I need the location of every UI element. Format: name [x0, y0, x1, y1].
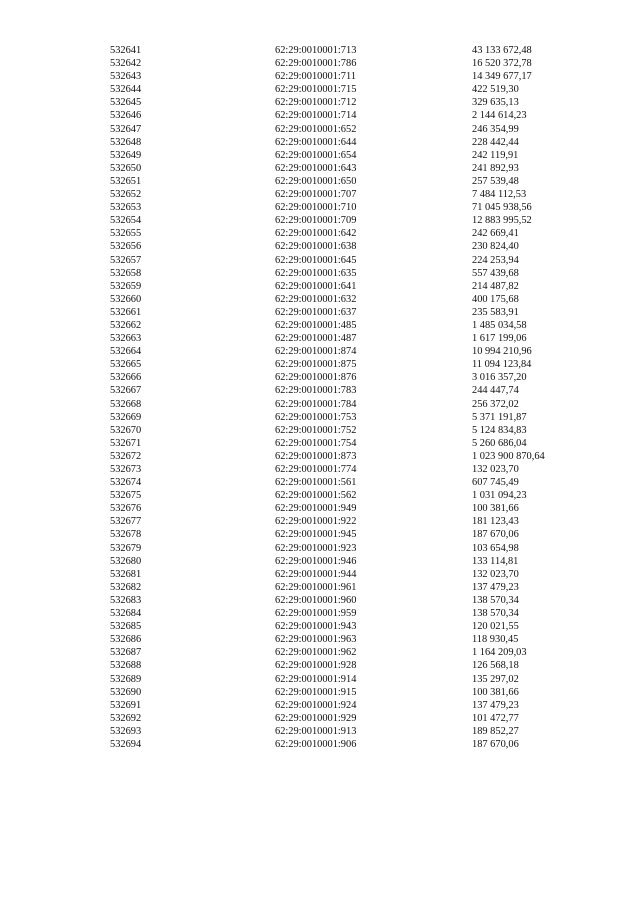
table-row — [110, 699, 610, 712]
table-row — [110, 280, 610, 293]
cadastral-value-cell: 12 883 995,52 — [472, 215, 532, 227]
cadastral-number-cell: 62:29:0010001:641 — [275, 280, 357, 292]
cadastral-value-cell: 241 892,93 — [472, 162, 519, 174]
row-number-cell: 532664 — [110, 346, 142, 358]
cadastral-number-cell: 62:29:0010001:642 — [275, 228, 357, 240]
row-number-cell: 532644 — [110, 84, 142, 96]
table-row — [110, 214, 610, 227]
cadastral-number-cell: 62:29:0010001:915 — [275, 686, 357, 698]
row-number-cell: 532654 — [110, 215, 142, 227]
table-row — [110, 201, 610, 214]
table-row — [110, 476, 610, 489]
row-number-cell: 532645 — [110, 97, 142, 109]
table-row — [110, 712, 610, 725]
table-row — [110, 306, 610, 319]
cadastral-number-cell: 62:29:0010001:711 — [275, 71, 357, 83]
cadastral-value-cell: 10 994 210,96 — [472, 346, 532, 358]
cadastral-number-cell: 62:29:0010001:922 — [275, 516, 357, 528]
table-row — [110, 57, 610, 70]
cadastral-value-cell: 1 617 199,06 — [472, 333, 527, 345]
cadastral-number-cell: 62:29:0010001:923 — [275, 542, 357, 554]
table-row — [110, 633, 610, 646]
row-number-cell: 532666 — [110, 372, 142, 384]
table-row — [110, 44, 610, 57]
row-number-cell: 532661 — [110, 306, 142, 318]
table-row — [110, 371, 610, 384]
row-number-cell: 532648 — [110, 136, 142, 148]
cadastral-value-cell: 3 016 357,20 — [472, 372, 527, 384]
cadastral-number-cell: 62:29:0010001:944 — [275, 568, 357, 580]
table-row — [110, 528, 610, 541]
cadastral-number-cell: 62:29:0010001:754 — [275, 437, 357, 449]
table-row — [110, 555, 610, 568]
row-number-cell: 532652 — [110, 189, 142, 201]
table-row — [110, 319, 610, 332]
cadastral-number-cell: 62:29:0010001:643 — [275, 162, 357, 174]
cadastral-value-cell: 120 021,55 — [472, 621, 519, 633]
cadastral-value-cell: 187 670,06 — [472, 738, 519, 750]
table-row — [110, 594, 610, 607]
cadastral-value-cell: 2 144 614,23 — [472, 110, 527, 122]
cadastral-number-cell: 62:29:0010001:959 — [275, 608, 357, 620]
cadastral-value-cell: 16 520 372,78 — [472, 58, 532, 70]
row-number-cell: 532646 — [110, 110, 142, 122]
cadastral-value-cell: 132 023,70 — [472, 464, 519, 475]
table-row — [110, 725, 610, 738]
cadastral-number-cell: 62:29:0010001:654 — [275, 149, 357, 161]
table-row — [110, 581, 610, 594]
table-row — [110, 162, 610, 175]
row-number-cell: 532683 — [110, 594, 142, 606]
table-row — [110, 149, 610, 162]
table-row — [110, 738, 610, 751]
row-number-cell: 532682 — [110, 581, 142, 593]
table-row — [110, 332, 610, 345]
cadastral-value-cell: 100 381,66 — [472, 503, 519, 515]
row-number-cell: 532686 — [110, 634, 142, 646]
table-row — [110, 620, 610, 633]
table-row — [110, 227, 610, 240]
row-number-cell: 532650 — [110, 162, 142, 174]
table-row — [110, 673, 610, 686]
cadastral-value-cell: 14 349 677,17 — [472, 71, 532, 83]
cadastral-value-cell: 400 175,68 — [472, 293, 519, 305]
table-row — [110, 502, 610, 515]
row-number-cell: 532641 — [110, 45, 142, 56]
cadastral-value-cell: 43 133 672,48 — [472, 45, 532, 56]
cadastral-number-cell: 62:29:0010001:644 — [275, 136, 357, 148]
row-number-cell: 532678 — [110, 529, 142, 541]
row-number-cell: 532685 — [110, 621, 142, 633]
cadastral-value-cell: 135 297,02 — [472, 673, 519, 685]
cadastral-number-cell: 62:29:0010001:774 — [275, 464, 357, 475]
row-number-cell: 532668 — [110, 398, 142, 410]
cadastral-number-cell: 62:29:0010001:650 — [275, 175, 357, 187]
cadastral-number-cell: 62:29:0010001:913 — [275, 725, 357, 737]
row-number-cell: 532677 — [110, 516, 142, 528]
row-number-cell: 532667 — [110, 385, 142, 397]
table-row — [110, 659, 610, 672]
row-number-cell: 532692 — [110, 712, 142, 724]
table-row — [110, 123, 610, 136]
row-number-cell: 532660 — [110, 293, 142, 305]
row-number-cell: 532669 — [110, 411, 142, 423]
row-number-cell: 532663 — [110, 333, 142, 345]
table-row — [110, 489, 610, 502]
cadastral-value-cell: 103 654,98 — [472, 542, 519, 554]
cadastral-number-cell: 62:29:0010001:487 — [275, 333, 357, 345]
table-row — [110, 607, 610, 620]
cadastral-number-cell: 62:29:0010001:876 — [275, 372, 357, 384]
row-number-cell: 532691 — [110, 699, 142, 711]
cadastral-value-cell: 5 371 191,87 — [472, 411, 527, 423]
table-row — [110, 568, 610, 581]
cadastral-number-cell: 62:29:0010001:637 — [275, 306, 357, 318]
cadastral-value-cell: 235 583,91 — [472, 306, 519, 318]
cadastral-number-cell: 62:29:0010001:875 — [275, 359, 357, 371]
row-number-cell: 532653 — [110, 202, 142, 214]
row-number-cell: 532676 — [110, 503, 142, 515]
row-number-cell: 532687 — [110, 647, 142, 659]
cadastral-value-cell: 607 745,49 — [472, 477, 519, 489]
row-number-cell: 532681 — [110, 568, 142, 580]
cadastral-number-cell: 62:29:0010001:714 — [275, 110, 357, 122]
table-row — [110, 96, 610, 109]
table-row — [110, 646, 610, 659]
table-row — [110, 109, 610, 122]
cadastral-number-cell: 62:29:0010001:906 — [275, 738, 357, 750]
cadastral-number-cell: 62:29:0010001:645 — [275, 254, 357, 266]
row-number-cell: 532688 — [110, 660, 142, 672]
row-number-cell: 532679 — [110, 542, 142, 554]
cadastral-number-cell: 62:29:0010001:945 — [275, 529, 357, 541]
table-row — [110, 686, 610, 699]
row-number-cell: 532671 — [110, 437, 142, 449]
cadastral-number-cell: 62:29:0010001:928 — [275, 660, 357, 672]
cadastral-value-cell: 126 568,18 — [472, 660, 519, 672]
cadastral-number-cell: 62:29:0010001:632 — [275, 293, 357, 305]
cadastral-number-cell: 62:29:0010001:914 — [275, 673, 357, 685]
row-number-cell: 532673 — [110, 464, 142, 475]
row-number-cell: 532680 — [110, 555, 142, 567]
cadastral-value-cell: 5 124 834,83 — [472, 424, 527, 436]
cadastral-number-cell: 62:29:0010001:710 — [275, 202, 357, 214]
row-number-cell: 532657 — [110, 254, 142, 266]
cadastral-value-cell: 101 472,77 — [472, 712, 519, 724]
cadastral-value-cell: 230 824,40 — [472, 241, 519, 253]
cadastral-number-cell: 62:29:0010001:946 — [275, 555, 357, 567]
cadastral-value-table — [110, 44, 610, 751]
table-row — [110, 398, 610, 411]
cadastral-value-cell: 242 119,91 — [472, 149, 519, 161]
table-row — [110, 384, 610, 397]
cadastral-number-cell: 62:29:0010001:963 — [275, 634, 357, 646]
table-row — [110, 542, 610, 555]
cadastral-number-cell: 62:29:0010001:752 — [275, 424, 357, 436]
cadastral-number-cell: 62:29:0010001:961 — [275, 581, 357, 593]
row-number-cell: 532649 — [110, 149, 142, 161]
row-number-cell: 532670 — [110, 424, 142, 436]
cadastral-value-cell: 422 519,30 — [472, 84, 519, 96]
cadastral-number-cell: 62:29:0010001:635 — [275, 267, 357, 279]
table-row — [110, 345, 610, 358]
cadastral-value-cell: 242 669,41 — [472, 228, 519, 240]
cadastral-number-cell: 62:29:0010001:707 — [275, 189, 357, 201]
table-row — [110, 175, 610, 188]
table-row — [110, 358, 610, 371]
row-number-cell: 532659 — [110, 280, 142, 292]
row-number-cell: 532647 — [110, 123, 142, 135]
cadastral-number-cell: 62:29:0010001:783 — [275, 385, 357, 397]
cadastral-number-cell: 62:29:0010001:561 — [275, 477, 357, 489]
cadastral-number-cell: 62:29:0010001:943 — [275, 621, 357, 633]
cadastral-value-cell: 257 539,48 — [472, 175, 519, 187]
row-number-cell: 532672 — [110, 450, 142, 462]
cadastral-value-cell: 228 442,44 — [472, 136, 519, 148]
row-number-cell: 532656 — [110, 241, 142, 253]
cadastral-value-cell: 256 372,02 — [472, 398, 519, 410]
table-row — [110, 188, 610, 201]
table-row — [110, 463, 610, 476]
table-row — [110, 267, 610, 280]
row-number-cell: 532675 — [110, 490, 142, 502]
table-row — [110, 437, 610, 450]
cadastral-value-cell: 138 570,34 — [472, 608, 519, 620]
cadastral-value-cell: 138 570,34 — [472, 594, 519, 606]
table-row — [110, 83, 610, 96]
cadastral-value-cell: 214 487,82 — [472, 280, 519, 292]
cadastral-value-cell: 100 381,66 — [472, 686, 519, 698]
row-number-cell: 532655 — [110, 228, 142, 240]
row-number-cell: 532684 — [110, 608, 142, 620]
table-row — [110, 293, 610, 306]
table-row — [110, 70, 610, 83]
row-number-cell: 532674 — [110, 477, 142, 489]
cadastral-number-cell: 62:29:0010001:929 — [275, 712, 357, 724]
cadastral-number-cell: 62:29:0010001:485 — [275, 319, 357, 331]
cadastral-value-cell: 224 253,94 — [472, 254, 519, 266]
cadastral-number-cell: 62:29:0010001:784 — [275, 398, 357, 410]
cadastral-value-cell: 118 930,45 — [472, 634, 519, 646]
cadastral-value-cell: 71 045 938,56 — [472, 202, 532, 214]
cadastral-value-cell: 132 023,70 — [472, 568, 519, 580]
table-row — [110, 424, 610, 437]
table-row — [110, 411, 610, 424]
cadastral-value-cell: 7 484 112,53 — [472, 189, 527, 201]
table-row — [110, 240, 610, 253]
table-row — [110, 515, 610, 528]
cadastral-number-cell: 62:29:0010001:638 — [275, 241, 357, 253]
cadastral-number-cell: 62:29:0010001:753 — [275, 411, 357, 423]
cadastral-value-cell: 246 354,99 — [472, 123, 519, 135]
cadastral-value-cell: 557 439,68 — [472, 267, 519, 279]
row-number-cell: 532658 — [110, 267, 142, 279]
row-number-cell: 532693 — [110, 725, 142, 737]
row-number-cell: 532689 — [110, 673, 142, 685]
cadastral-value-cell: 329 635,13 — [472, 97, 519, 109]
cadastral-number-cell: 62:29:0010001:873 — [275, 450, 357, 462]
row-number-cell: 532690 — [110, 686, 142, 698]
cadastral-number-cell: 62:29:0010001:874 — [275, 346, 357, 358]
cadastral-number-cell: 62:29:0010001:949 — [275, 503, 357, 515]
table-row — [110, 254, 610, 267]
cadastral-value-cell: 137 479,23 — [472, 699, 519, 711]
row-number-cell: 532643 — [110, 71, 142, 83]
row-number-cell: 532662 — [110, 319, 142, 331]
cadastral-value-cell: 189 852,27 — [472, 725, 519, 737]
cadastral-number-cell: 62:29:0010001:962 — [275, 647, 357, 659]
cadastral-value-cell: 133 114,81 — [472, 555, 519, 567]
cadastral-number-cell: 62:29:0010001:713 — [275, 45, 357, 56]
cadastral-value-cell: 1 164 209,03 — [472, 647, 527, 659]
cadastral-value-cell: 1 023 900 870,64 — [472, 450, 545, 462]
cadastral-value-cell: 137 479,23 — [472, 581, 519, 593]
cadastral-value-cell: 5 260 686,04 — [472, 437, 527, 449]
cadastral-value-cell: 181 123,43 — [472, 516, 519, 528]
cadastral-number-cell: 62:29:0010001:712 — [275, 97, 357, 109]
table-row — [110, 450, 610, 463]
cadastral-number-cell: 62:29:0010001:924 — [275, 699, 357, 711]
cadastral-value-cell: 1 485 034,58 — [472, 319, 527, 331]
cadastral-number-cell: 62:29:0010001:786 — [275, 58, 357, 70]
cadastral-number-cell: 62:29:0010001:709 — [275, 215, 357, 227]
cadastral-number-cell: 62:29:0010001:960 — [275, 594, 357, 606]
cadastral-value-cell: 11 094 123,84 — [472, 359, 532, 371]
cadastral-value-cell: 244 447,74 — [472, 385, 519, 397]
row-number-cell: 532694 — [110, 738, 142, 750]
cadastral-number-cell: 62:29:0010001:715 — [275, 84, 357, 96]
row-number-cell: 532642 — [110, 58, 142, 70]
row-number-cell: 532651 — [110, 175, 142, 187]
cadastral-number-cell: 62:29:0010001:562 — [275, 490, 357, 502]
cadastral-number-cell: 62:29:0010001:652 — [275, 123, 357, 135]
table-row — [110, 136, 610, 149]
row-number-cell: 532665 — [110, 359, 142, 371]
cadastral-value-cell: 1 031 094,23 — [472, 490, 527, 502]
cadastral-value-cell: 187 670,06 — [472, 529, 519, 541]
